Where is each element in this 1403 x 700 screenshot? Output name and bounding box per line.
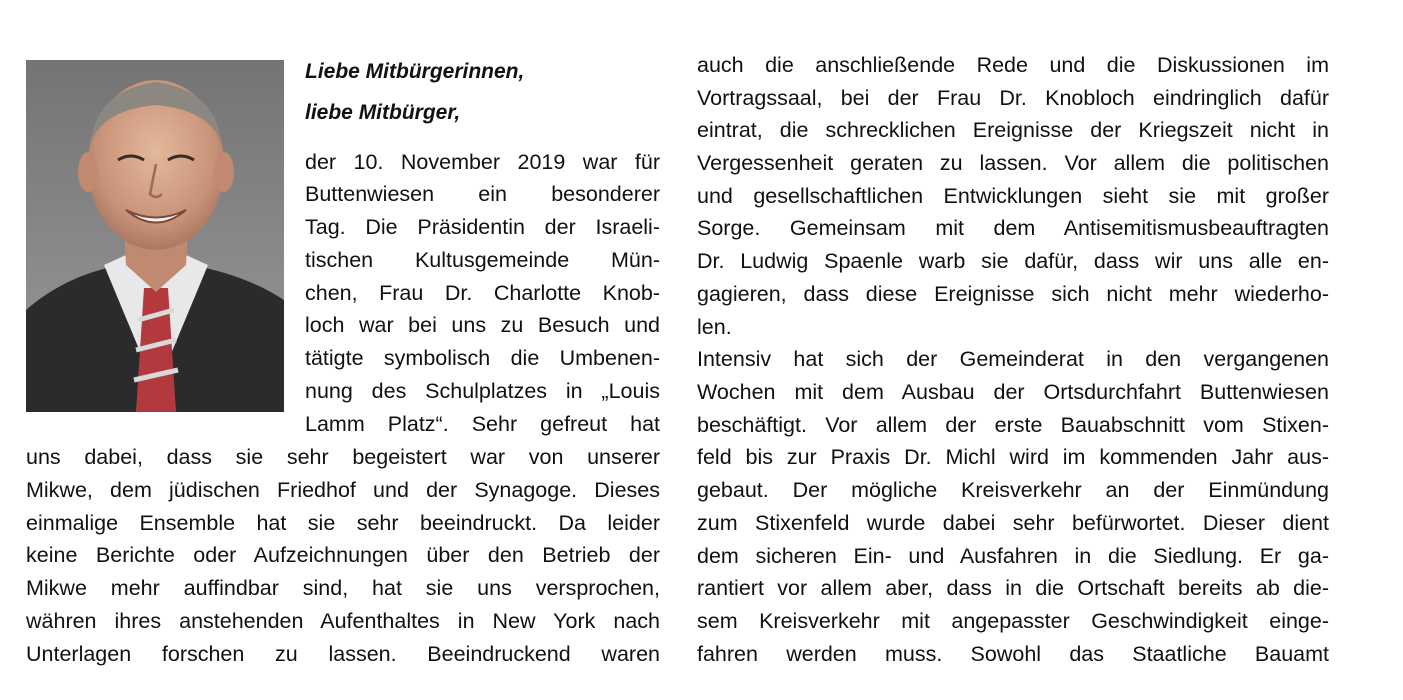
left-column-text-line: Mikwe, dem jüdischen Friedhof und der Synagoge. Dieses	[26, 478, 660, 502]
left-column-text-line: tischen Kultusgemeinde Mün-	[305, 248, 660, 272]
right-column-text-line: sem Kreisverkehr mit angepasster Geschwindigkeit einge-	[697, 609, 1329, 633]
left-column-text-line: keine Berichte oder Aufzeichnungen über den Betrieb der	[26, 543, 660, 567]
left-column-text-line: einmalige Ensemble hat sie sehr beeindruckt. Da leider	[26, 511, 660, 535]
greeting-line-2: liebe Mitbürger,	[305, 101, 461, 124]
right-column-text-line: Wochen mit dem Ausbau der Ortsdurchfahrt Buttenwiesen	[697, 380, 1329, 404]
left-column-text-line: tätigte symbolisch die Umbenen-	[305, 346, 660, 370]
left-column-text-line: nung des Schulplatzes in „Louis	[305, 379, 660, 403]
right-column-text-line: Intensiv hat sich der Gemeinderat in den vergangenen	[697, 347, 1329, 371]
right-column-text-line: Sorge. Gemeinsam mit dem Antisemitismusbeauftragten	[697, 216, 1329, 240]
left-column-text-line: loch war bei uns zu Besuch und	[305, 313, 660, 337]
right-column-text-line: fahren werden muss. Sowohl das Staatliche Bauamt	[697, 642, 1329, 666]
left-column-text-line: uns dabei, dass sie sehr begeistert war von unserer	[26, 445, 660, 469]
right-column-text-line: feld bis zur Praxis Dr. Michl wird im kommenden Jahr aus-	[697, 445, 1329, 469]
greeting-line-1: Liebe Mitbürgerinnen,	[305, 60, 525, 83]
right-column-text-line: Dr. Ludwig Spaenle warb sie dafür, dass wir uns alle en-	[697, 249, 1329, 273]
right-column-text-line: len.	[697, 315, 732, 339]
right-column-text-line: zum Stixenfeld wurde dabei sehr befürwortet. Dieser dient	[697, 511, 1329, 535]
right-column-text-line: gebaut. Der mögliche Kreisverkehr an der Einmündung	[697, 478, 1329, 502]
right-column-text-line: eintrat, die schrecklichen Ereignisse der Kriegszeit nicht in	[697, 118, 1329, 142]
right-column-text-line: auch die anschließende Rede und die Diskussionen im	[697, 53, 1329, 77]
right-column-text-line: und gesellschaftlichen Entwicklungen sieht sie mit großer	[697, 184, 1329, 208]
left-column-text-line: Mikwe mehr auffindbar sind, hat sie uns versprochen,	[26, 576, 660, 600]
right-column-text-line: dem sicheren Ein- und Ausfahren in die Siedlung. Er ga-	[697, 544, 1329, 568]
right-column-text-line: beschäftigt. Vor allem der erste Bauabschnitt vom Stixen-	[697, 413, 1329, 437]
right-column-text-line: Vergessenheit geraten zu lassen. Vor allem die politischen	[697, 151, 1329, 175]
left-column-text-line: Unterlagen forschen zu lassen. Beeindruckend waren	[26, 642, 660, 666]
author-portrait-photo	[26, 60, 284, 412]
right-column-text-line: Vortragssaal, bei der Frau Dr. Knobloch eindringlich dafür	[697, 86, 1329, 110]
left-column-text-line: chen, Frau Dr. Charlotte Knob-	[305, 281, 660, 305]
right-column-text-line: rantiert vor allem aber, dass in die Ortschaft bereits ab die-	[697, 576, 1329, 600]
left-column-text-line: Lamm Platz“. Sehr gefreut hat	[305, 412, 660, 436]
left-column-text-line: Buttenwiesen ein besonderer	[305, 182, 660, 206]
left-column-text-line: der 10. November 2019 war für	[305, 150, 660, 174]
right-column-text-line: gagieren, dass diese Ereignisse sich nicht mehr wiederho-	[697, 282, 1329, 306]
left-column-text-line: währen ihres anstehenden Aufenthaltes in New York nach	[26, 609, 660, 633]
left-column-text-line: Tag. Die Präsidentin der Israeli-	[305, 215, 660, 239]
